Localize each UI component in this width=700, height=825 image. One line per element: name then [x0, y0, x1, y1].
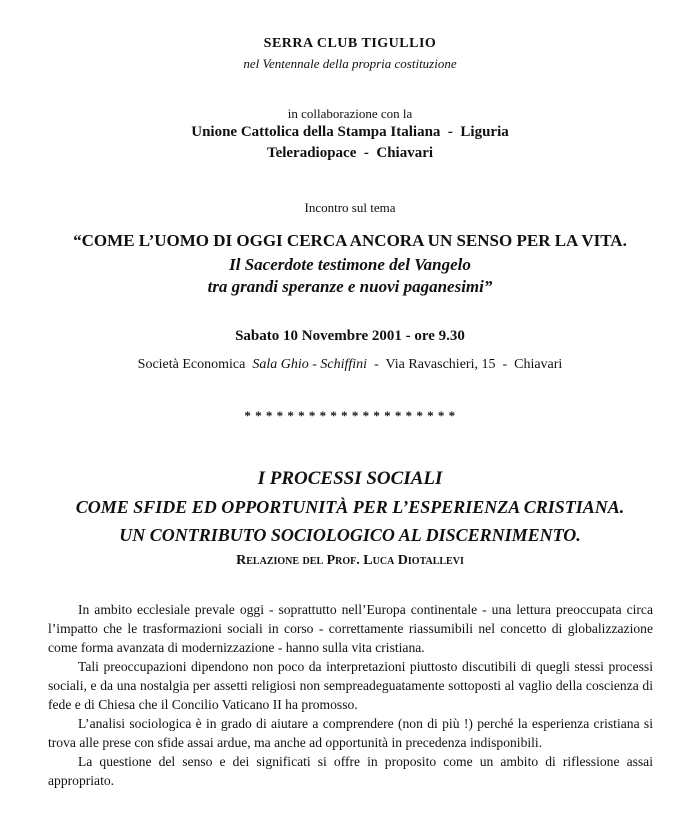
body-paragraph: La questione del senso e dei significati si offre in proposito come un ambito di riflessione assai appropriato. [48, 754, 653, 788]
lecture-title-line-2: COME SFIDE ED OPPORTUNITÀ PER L’ESPERIENZA CRISTIANA. [75, 497, 625, 517]
event-theme-line-3: tra grandi speranze e nuovi paganesimi” [207, 277, 493, 296]
event-intro: Incontro sul tema [304, 200, 396, 215]
venue-address: Via Ravaschieri, 15 - Chiavari [385, 357, 563, 372]
club-name: SERRA CLUB TIGULLIO [263, 36, 437, 51]
body-text [48, 600, 653, 790]
event-datetime: Sabato 10 Novembre 2001 - ore 9.30 [235, 328, 465, 344]
venue-separator: - [367, 357, 386, 372]
event-venue [0, 357, 700, 373]
section-separator: * * * * * * * * * * * * * * * * * * * * [244, 408, 456, 423]
body-paragraph: L’analisi sociologica è in grado di aiutare a comprendere (non di più !) perché la esperienza cristiana si trova alle prese con sfide assai ardue, ma anche ad opportunità in precedenza indisponibili. [48, 716, 653, 750]
lecture-title-line-1: I PROCESSI SOCIALI [257, 468, 443, 489]
collaboration-org-2: Teleradiopace - Chiavari [266, 145, 434, 161]
venue-hall: Sala Ghio - Schiffini [252, 357, 368, 372]
venue-organization: Società Economica [137, 357, 246, 372]
collaboration-intro: in collaborazione con la [287, 106, 413, 121]
body-paragraph: Tali preoccupazioni dipendono non poco da interpretazioni piuttosto discutibili di quegli stessi processi sociali, e da una nostalgia per assetti religiosi non sempreadeguatamente sottoposti al vaglio della coscienza di fede e di Chiesa che il Concilio Vaticano II ha promosso. [48, 659, 653, 712]
lecture-speaker: Relazione del Prof. Luca Diotallevi [236, 553, 464, 568]
body-paragraph: In ambito ecclesiale prevale oggi - soprattutto nell’Europa continentale - una lettura preoccupata circa l’impatto che le trasformazioni sociali in corso - correttamente riassumibili nel concetto di globalizzazione come forma avanzata di modernizzazione - hanno sulla vita cristiana. [48, 602, 653, 655]
collaboration-org-1: Unione Cattolica della Stampa Italiana - Liguria [191, 124, 509, 140]
club-subtitle: nel Ventennale della propria costituzione [243, 56, 457, 71]
lecture-title-line-3: UN CONTRIBUTO SOCIOLOGICO AL DISCERNIMENTO. [119, 525, 581, 545]
event-theme-line-1: “COME L’UOMO DI OGGI CERCA ANCORA UN SENSO PER LA VITA. [73, 231, 627, 250]
event-theme-line-2: Il Sacerdote testimone del Vangelo [229, 255, 471, 274]
